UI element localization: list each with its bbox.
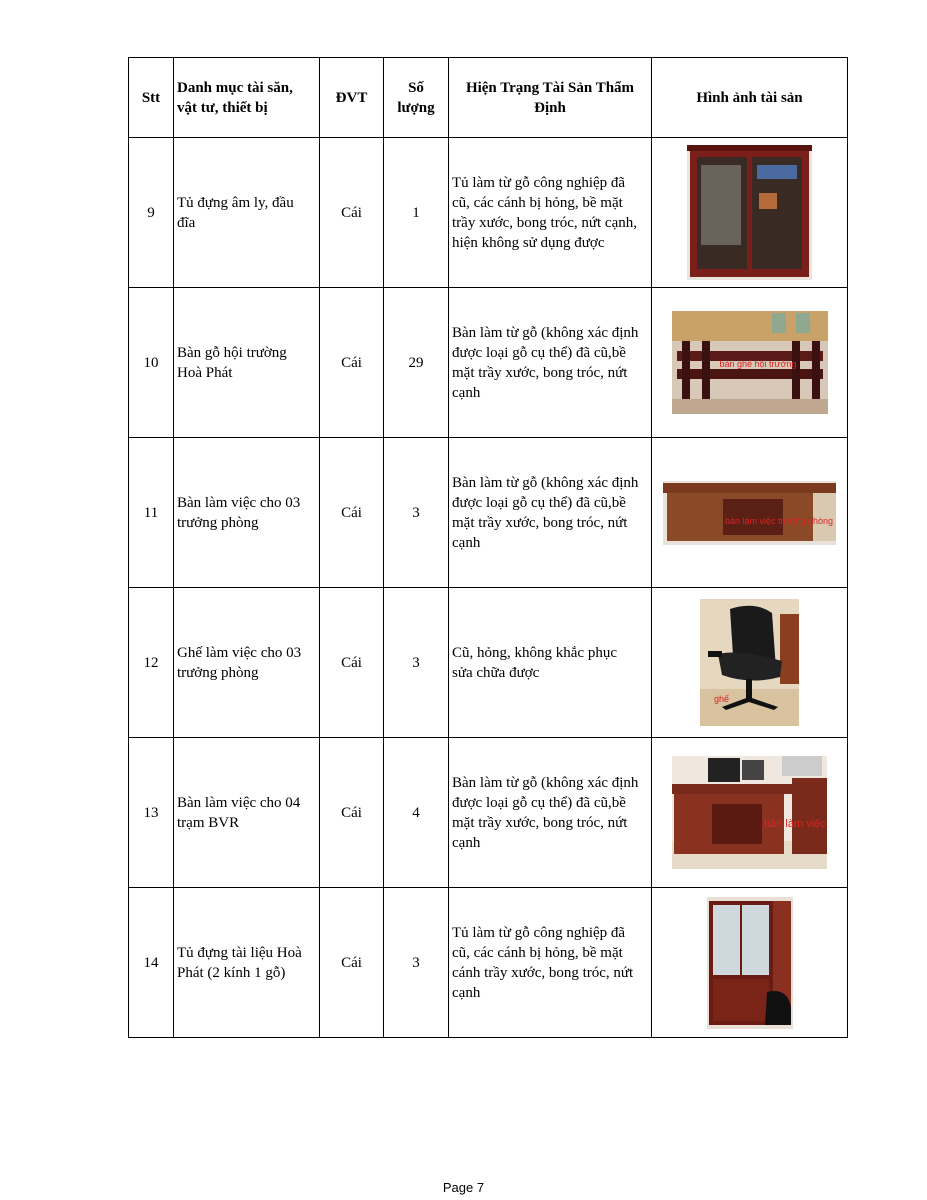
cell-condition — [449, 888, 652, 1038]
name-line: trưởng phòng — [177, 664, 259, 681]
cell-image — [652, 288, 848, 438]
condition-line: sửa chữa được — [452, 664, 540, 681]
condition-line: trầy xước, bong tróc, nứt cạnh, — [452, 214, 637, 231]
condition-line: được loại gỗ cụ thể) đã cũ,bề — [452, 794, 626, 811]
name-line: trạm BVR — [177, 814, 240, 831]
cell-unit: Cái — [320, 588, 384, 738]
table-row — [129, 288, 848, 438]
name-line: Hoà Phát — [177, 364, 233, 381]
name-line: đĩa — [177, 214, 196, 231]
cell-name — [174, 888, 320, 1038]
meeting-hall-tables-photo — [672, 311, 828, 414]
condition-line: Bàn làm từ gỗ (không xác định — [452, 474, 639, 491]
condition-line: được loại gỗ cụ thể) đã cũ,bề — [452, 494, 626, 511]
table-row — [129, 438, 848, 588]
cell-stt: 9 — [129, 138, 174, 288]
photo-caption: ghế — [714, 694, 730, 704]
condition-line: mặt trầy xước, bong tróc, nứt — [452, 814, 628, 831]
cell-stt: 11 — [129, 438, 174, 588]
condition-line: Tủ làm từ gỗ công nghiệp đã — [452, 174, 626, 191]
name-line: Bàn làm việc cho 04 — [177, 794, 301, 811]
name-line: Tủ đựng âm ly, đầu — [177, 194, 294, 211]
cell-image — [652, 138, 848, 288]
cell-qty: 3 — [384, 588, 449, 738]
cell-image — [652, 588, 848, 738]
name-line: Ghế làm việc cho 03 — [177, 644, 302, 661]
cell-image — [652, 888, 848, 1038]
station-desk-illustration — [672, 756, 827, 869]
condition-line: cạnh — [452, 834, 481, 851]
condition-line: cạnh — [452, 534, 481, 551]
cell-qty: 29 — [384, 288, 449, 438]
condition-line: Bàn làm từ gỗ (không xác định — [452, 324, 639, 341]
cell-image — [652, 438, 848, 588]
header-qty — [384, 58, 449, 138]
table-row — [129, 138, 848, 288]
condition-line: Bàn làm từ gỗ (không xác định — [452, 774, 639, 791]
photo-caption: bàn ghế hội trường — [719, 359, 797, 369]
header-unit: ĐVT — [320, 58, 384, 138]
cell-name — [174, 438, 320, 588]
condition-line: cánh trầy xước, bong tróc, nứt — [452, 964, 634, 981]
table-row — [129, 738, 848, 888]
table-row — [129, 588, 848, 738]
cell-image — [652, 738, 848, 888]
condition-line: Tủ làm từ gỗ công nghiệp đã — [452, 924, 626, 941]
header-condition — [449, 58, 652, 138]
condition-line: cũ, các cánh bị hỏng, bề mặt — [452, 944, 623, 961]
condition-line: cũ, các cánh bị hỏng, bề mặt — [452, 194, 623, 211]
cell-unit: Cái — [320, 138, 384, 288]
header-qty-line1: Số — [408, 79, 424, 96]
condition-line: hiện không sử dụng được — [452, 234, 605, 251]
name-line: trưởng phòng — [177, 514, 259, 531]
office-chair-photo — [700, 599, 799, 726]
cell-unit: Cái — [320, 888, 384, 1038]
cell-name — [174, 738, 320, 888]
header-qty-line2: lượng — [397, 99, 435, 116]
name-line: Tủ đựng tài liệu Hoà — [177, 944, 302, 961]
table-row — [129, 888, 848, 1038]
header-name-line1: Danh mục tài săn, — [177, 79, 293, 96]
cell-stt: 13 — [129, 738, 174, 888]
header-name — [174, 58, 320, 138]
header-condition-line1: Hiện Trạng Tài Sản Thẩm — [465, 79, 635, 96]
condition-line: cạnh — [452, 384, 481, 401]
station-desk-photo — [672, 756, 827, 869]
cell-condition — [449, 588, 652, 738]
condition-line: Cũ, hỏng, không khắc phục — [452, 644, 617, 661]
cell-condition — [449, 288, 652, 438]
asset-table — [128, 57, 848, 1038]
cell-unit: Cái — [320, 738, 384, 888]
name-line: Phát (2 kính 1 gỗ) — [177, 964, 286, 981]
cell-name — [174, 138, 320, 288]
header-image: Hình ảnh tài sản — [652, 58, 848, 138]
cell-name — [174, 288, 320, 438]
condition-line: cạnh — [452, 984, 481, 1001]
header-condition-line2: Định — [534, 99, 566, 116]
header-name-line2: vật tư, thiết bị — [177, 99, 268, 116]
cell-stt: 10 — [129, 288, 174, 438]
name-line: Bàn làm việc cho 03 — [177, 494, 301, 511]
cell-qty: 3 — [384, 888, 449, 1038]
photo-caption: bàn làm việc trưởng phòng — [725, 515, 833, 526]
amplifier-cabinet-photo — [687, 145, 812, 280]
header-stt: Stt — [129, 58, 174, 138]
cell-condition — [449, 738, 652, 888]
cell-unit: Cái — [320, 288, 384, 438]
manager-desk-photo — [663, 481, 836, 545]
cell-stt: 14 — [129, 888, 174, 1038]
cell-qty: 1 — [384, 138, 449, 288]
cell-unit: Cái — [320, 438, 384, 588]
cell-qty: 3 — [384, 438, 449, 588]
document-cabinet-photo — [707, 897, 793, 1029]
photo-caption: bàn làm việc — [764, 818, 826, 830]
cell-qty: 4 — [384, 738, 449, 888]
cell-condition — [449, 138, 652, 288]
header-row — [129, 58, 848, 138]
condition-line: được loại gỗ cụ thể) đã cũ,bề — [452, 344, 626, 361]
condition-line: mặt trầy xước, bong tróc, nứt — [452, 514, 628, 531]
cell-name — [174, 588, 320, 738]
cell-stt: 12 — [129, 588, 174, 738]
cell-condition — [449, 438, 652, 588]
page-number: Page 7 — [442, 1180, 485, 1195]
name-line: Bàn gỗ hội trường — [177, 344, 287, 361]
condition-line: mặt trầy xước, bong tróc, nứt — [452, 364, 628, 381]
